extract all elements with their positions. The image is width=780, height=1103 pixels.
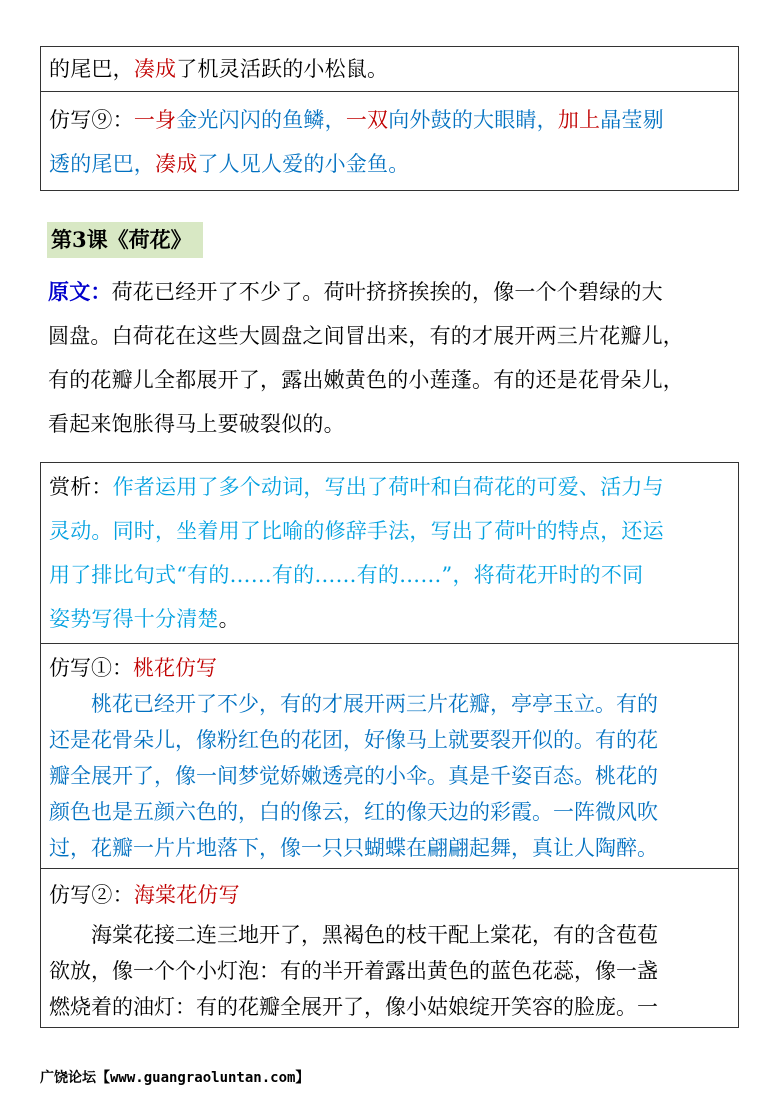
imitation-title: 海棠花仿写: [133, 883, 240, 907]
highlight-span: 凑成: [155, 152, 198, 176]
text-span: 了人见人爱的小金鱼。: [197, 152, 410, 176]
imitation-label: 仿写⑨：: [49, 108, 134, 132]
text-line: 圆盘。白荷花在这些大圆盘之间冒出来，有的才展开两三片花瓣儿，: [48, 324, 684, 348]
imitation-label: 仿写②：: [49, 883, 134, 907]
original-text: [48, 270, 748, 446]
text-line: [48, 270, 748, 314]
highlight-span: 一身: [133, 108, 177, 132]
text-span: 了机灵活跃的小松鼠。: [176, 57, 389, 81]
text-line: [49, 873, 730, 917]
text-line: [49, 142, 730, 186]
imitation1-cell: [41, 643, 738, 868]
text-span: 的尾巴，: [49, 57, 134, 81]
text-line: [49, 98, 730, 142]
lesson-title: 第3课《荷花》: [47, 222, 203, 258]
footer-text: 广饶论坛【www.guangraoluntan.com】: [40, 1070, 310, 1086]
top-box: [40, 46, 739, 191]
text-line: 灵动。同时，坐着用了比喻的修辞手法，写出了荷叶的特点，还运: [49, 519, 664, 543]
text-span: 向外鼓的大眼睛，: [388, 108, 558, 132]
text-span: 作者运用了多个动词，写出了荷叶和白荷花的可爱、活力与: [112, 475, 664, 499]
text-line: 还是花骨朵儿，像粉红色的花团，好像马上就要裂开似的。有的花: [49, 728, 658, 752]
analysis-label: 赏析：: [49, 475, 113, 499]
text-line: 燃烧着的油灯：有的花瓣全展开了，像小姑娘绽开笑容的脸庞。一: [49, 995, 658, 1019]
text-span: 晶莹剔: [600, 108, 664, 132]
text-line: 欲放，像一个个小灯泡：有的半开着露出黄色的蓝色花蕊，像一盏: [49, 959, 658, 983]
text-line: 海棠花接二连三地开了，黑褐色的枝干配上棠花，有的含苞苞: [91, 923, 658, 947]
text-line: 用了排比句式“有的……有的……有的……”，将荷花开时的不同: [49, 563, 644, 587]
text-span: 金光闪闪的鱼鳞，: [176, 108, 346, 132]
text-line: 看起来饱胀得马上要破裂似的。: [48, 412, 345, 436]
text-line: [49, 650, 730, 686]
text-span: 荷花已经开了不少了。荷叶挤挤挨挨的，像一个个碧绿的大: [111, 280, 663, 304]
text-line: 桃花已经开了不少，有的才展开两三片花瓣，亭亭玉立。有的: [91, 692, 658, 716]
text-line: [49, 465, 730, 509]
highlight-span: 加上: [557, 108, 601, 132]
text-line: [49, 597, 730, 641]
text-line: 过，花瓣一片片地落下，像一只只蝴蝶在翩翩起舞，真让人陶醉。: [49, 836, 658, 860]
imitation2-cell: [41, 868, 738, 1027]
text-line: 颜色也是五颜六色的，白的像云，红的像天边的彩霞。一阵微风吹: [49, 800, 658, 824]
text-line: 有的花瓣儿全都展开了，露出嫩黄色的小莲蓬。有的还是花骨朵儿，: [48, 368, 684, 392]
text-line: 瓣全展开了，像一间梦觉娇嫩透亮的小伞。真是千姿百态。桃花的: [49, 764, 658, 788]
original-label: 原文：: [48, 279, 112, 304]
text-span: 。: [218, 607, 240, 631]
text-span: 透的尾巴，: [49, 152, 155, 176]
analysis-cell: [41, 463, 738, 643]
analysis-box: [40, 462, 739, 1028]
text-span: 姿势写得十分清楚: [49, 607, 219, 631]
top-box-row1: [41, 47, 738, 91]
top-box-row2: [41, 91, 738, 190]
imitation-label: 仿写①：: [49, 656, 133, 680]
text-line: [49, 47, 730, 91]
highlight-span: 凑成: [133, 57, 177, 81]
imitation-title: 桃花仿写: [133, 656, 217, 680]
highlight-span: 一双: [345, 108, 389, 132]
